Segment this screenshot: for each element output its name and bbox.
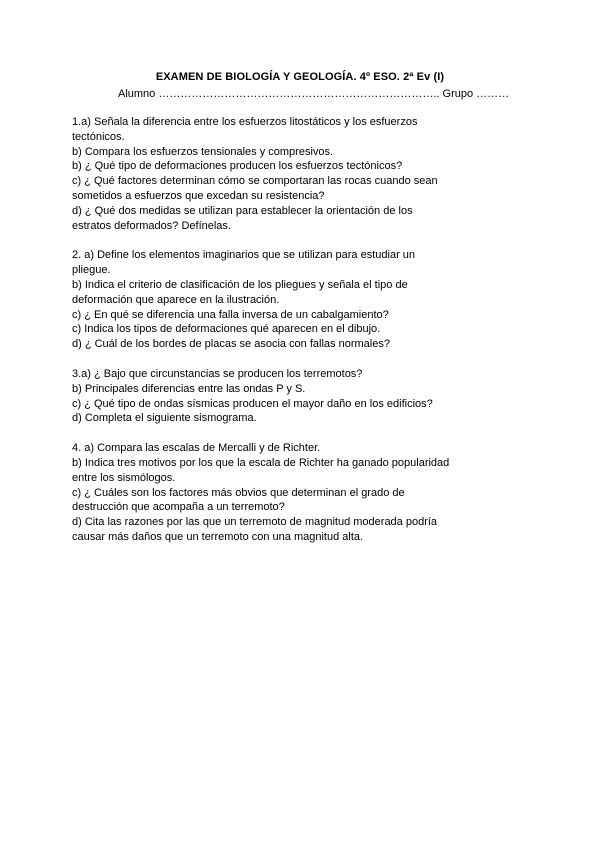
question-item: 3.a) ¿ Bajo que circunstancias se producen los terremotos? bbox=[72, 367, 363, 380]
question-item: b) Indica el criterio de clasificación de los pliegues y señala el tipo de deformación que aparece en la ilustración. bbox=[72, 278, 408, 306]
question-item: 4. a) Compara las escalas de Mercalli y de Richter. bbox=[72, 442, 321, 455]
question-item: c) Indica los tipos de deformaciones qué aparecen en el dibujo. bbox=[72, 323, 381, 336]
question-item: b) Principales diferencias entre las ondas P y S. bbox=[72, 382, 306, 395]
question-item: c) ¿ Qué factores determinan cómo se comportaran las rocas cuando sean sometidos a esfuerzos que excedan su resistencia? bbox=[72, 175, 438, 202]
question-block-2 bbox=[72, 248, 452, 352]
question-item: 1.a) Señala la diferencia entre los esfuerzos litostáticos y los esfuerzos tectónicos. bbox=[72, 116, 418, 143]
questions-section bbox=[72, 115, 452, 560]
question-item: 2. a) Define los elementos imaginarios que se utilizan para estudiar un pliegue. bbox=[72, 249, 416, 277]
exam-title: EXAMEN DE BIOLOGÍA Y GEOLOGÍA. 4º ESO. 2ª Ev (I) bbox=[155, 71, 445, 83]
question-item: c) ¿ Qué tipo de ondas sísmicas producen el mayor daño en los edificios? bbox=[72, 397, 433, 410]
question-block-1 bbox=[72, 115, 452, 233]
question-item: d) ¿ Cuál de los bordes de placas se asocia con fallas normales? bbox=[72, 338, 390, 351]
student-info-line: Alumno ………………………………………………………………….. Grupo ……… bbox=[118, 88, 510, 100]
question-block-4 bbox=[72, 441, 452, 545]
question-block-3 bbox=[72, 367, 452, 426]
question-item: b) Compara los esfuerzos tensionales y compresivos. bbox=[72, 145, 334, 158]
question-item: c) ¿ Cuáles son los factores más obvios que determinan el grado de destrucción que acompaña a un terremoto? bbox=[72, 486, 405, 514]
question-item: b) ¿ Qué tipo de deformaciones producen los esfuerzos tectónicos? bbox=[72, 160, 403, 173]
question-item: c) ¿ En qué se diferencia una falla inversa de un cabalgamiento? bbox=[72, 308, 389, 321]
question-item: d) ¿ Qué dos medidas se utilizan para establecer la orientación de los estratos deformados? Defínelas. bbox=[72, 204, 413, 232]
question-item: d) Completa el siguiente sismograma. bbox=[72, 412, 257, 425]
question-item: d) Cita las razones por las que un terremoto de magnitud moderada podría causar más daños que un terremoto con una magnitud alta. bbox=[72, 516, 438, 543]
question-item: b) Indica tres motivos por los que la escala de Richter ha ganado popularidad entre los sismólogos. bbox=[72, 456, 450, 484]
